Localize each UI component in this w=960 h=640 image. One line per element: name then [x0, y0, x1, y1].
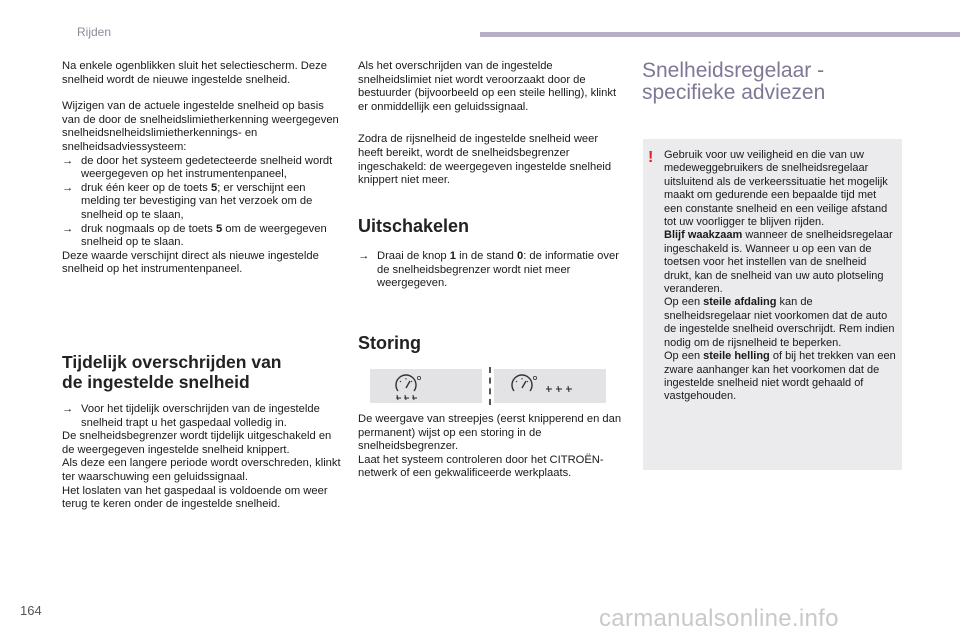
- paragraph: Wijzigen van de actuele ingestelde snelheid op basis van de door de snelheidslimietherkenning weergegeven snelheidsnelheidslimietherkennings- en snelheidsadviessysteem:: [62, 100, 339, 153]
- speed-limiter-dashes-icon: [494, 369, 606, 403]
- dashes-display-panel: [494, 369, 606, 403]
- column-2-fault-text: [358, 413, 624, 481]
- paragraph: Deze waarde verschijnt direct als nieuwe ingestelde snelheid op het instrumentenpaneel.: [62, 249, 319, 276]
- column-1: [62, 60, 342, 277]
- paragraph: De snelheidsbegrenzer wordt tijdelijk uitgeschakeld en de weergegeven ingestelde snelheid knippert.: [62, 430, 332, 456]
- section-title-cruise-advice: Snelheidsregelaar - specifieke adviezen: [642, 59, 826, 104]
- divider: [489, 367, 493, 405]
- speed-limiter-fault-icon: [370, 369, 482, 403]
- bullet-item: → Draai de knop 1 in de stand 0: de informatie over de snelheidsbegrenzer wordt niet meer weergegeven.: [358, 250, 619, 290]
- paragraph: Na enkele ogenblikken sluit het selectiescherm. Deze snelheid wordt de nieuwe ingestelde snelheid.: [62, 60, 327, 86]
- bullet-arrow-icon: →: [62, 222, 74, 235]
- advice-box: [643, 139, 902, 470]
- paragraph: De weergave van streepjes (eerst knipperend en dan permanent) wijst op een storing in de snelheidsbegrenzer.: [358, 413, 622, 453]
- bullet-arrow-icon: →: [62, 154, 74, 167]
- paragraph: Als het overschrijden van de ingestelde snelheidslimiet niet wordt veroorzaakt door de bestuurder (bijvoorbeeld op een steile helling), klinkt er onmiddellijk een geluidssignaal.: [358, 60, 617, 113]
- column-1-lower: [62, 403, 342, 512]
- paragraph: Laat het systeem controleren door het CITROËN-netwerk of een gekwalificeerde werkplaats.: [358, 453, 604, 480]
- bullet-item: → druk één keer op de toets 5; er verschijnt een melding ter bevestiging van het verzoek om de snelheid op te slaan,: [62, 181, 313, 221]
- column-2-off: [358, 250, 624, 291]
- bullet-item: → de door het systeem gedetecteerde snelheid wordt weergegeven op het instrumentenpaneel,: [62, 154, 333, 181]
- header-bar: [480, 32, 960, 37]
- paragraph: Zodra de rijsnelheid de ingestelde snelheid weer heeft bereikt, wordt de snelheidsbegrenzer ingeschakeld: de weergegeven ingestelde snelheid knippert niet meer.: [358, 133, 612, 187]
- bullet-arrow-icon: →: [62, 181, 74, 194]
- page-number: 164: [20, 603, 42, 618]
- watermark: carmanualsonline.info: [599, 605, 839, 632]
- bullet-item: → druk nogmaals op de toets 5 om de weergegeven snelheid op te slaan.: [62, 222, 327, 249]
- column-2: [358, 60, 624, 188]
- section-heading-switch-off: Uitschakelen: [358, 216, 470, 236]
- paragraph: Als deze een langere periode wordt overschreden, klinkt ter waarschuwing een geluidssignaal.: [62, 457, 341, 483]
- section-heading-temporary-exceed: Tijdelijk overschrijden van de ingestelde snelheid: [62, 352, 282, 392]
- warning-exclamation-icon: !: [648, 149, 654, 166]
- fault-display-panel: [370, 369, 482, 403]
- bullet-arrow-icon: →: [358, 250, 370, 262]
- bullet-arrow-icon: →: [62, 403, 74, 415]
- running-header: Rijden: [77, 25, 112, 39]
- paragraph: Het loslaten van het gaspedaal is voldoende om weer terug te keren onder de ingestelde snelheid.: [62, 484, 328, 511]
- advice-text: Gebruik voor uw veiligheid en die van uw medeweggebruikers de snelheidsregelaar uitsluitend als de verkeerssituatie het mogelijk maakt om gedurende een bepaalde tijd met een constante snelheid en een veilige afstand tot uw voorligger te blijven rijden. Blijf waakzaam wanneer de snelheidsregelaar ingeschakeld is. Wanneer u op een van de toetsen voor het instellen van de snelheid drukt, kan de snelheid van uw auto plotseling veranderen. Op een steile afdaling kan de snelheidsregelaar niet voorkomen dat de auto de ingestelde snelheid overschrijdt. Rem indien nodig om de rijsnelheid te beperken. Op een steile helling of bij het trekken van een zware aanhanger kan het voorkomen dat de ingestelde snelheid niet wordt gehaald of vastgehouden.: [664, 149, 896, 403]
- section-heading-fault: Storing: [358, 333, 421, 353]
- bullet-item: → Voor het tijdelijk overschrijden van de ingestelde snelheid trapt u het gaspedaal volledig in.: [62, 403, 320, 429]
